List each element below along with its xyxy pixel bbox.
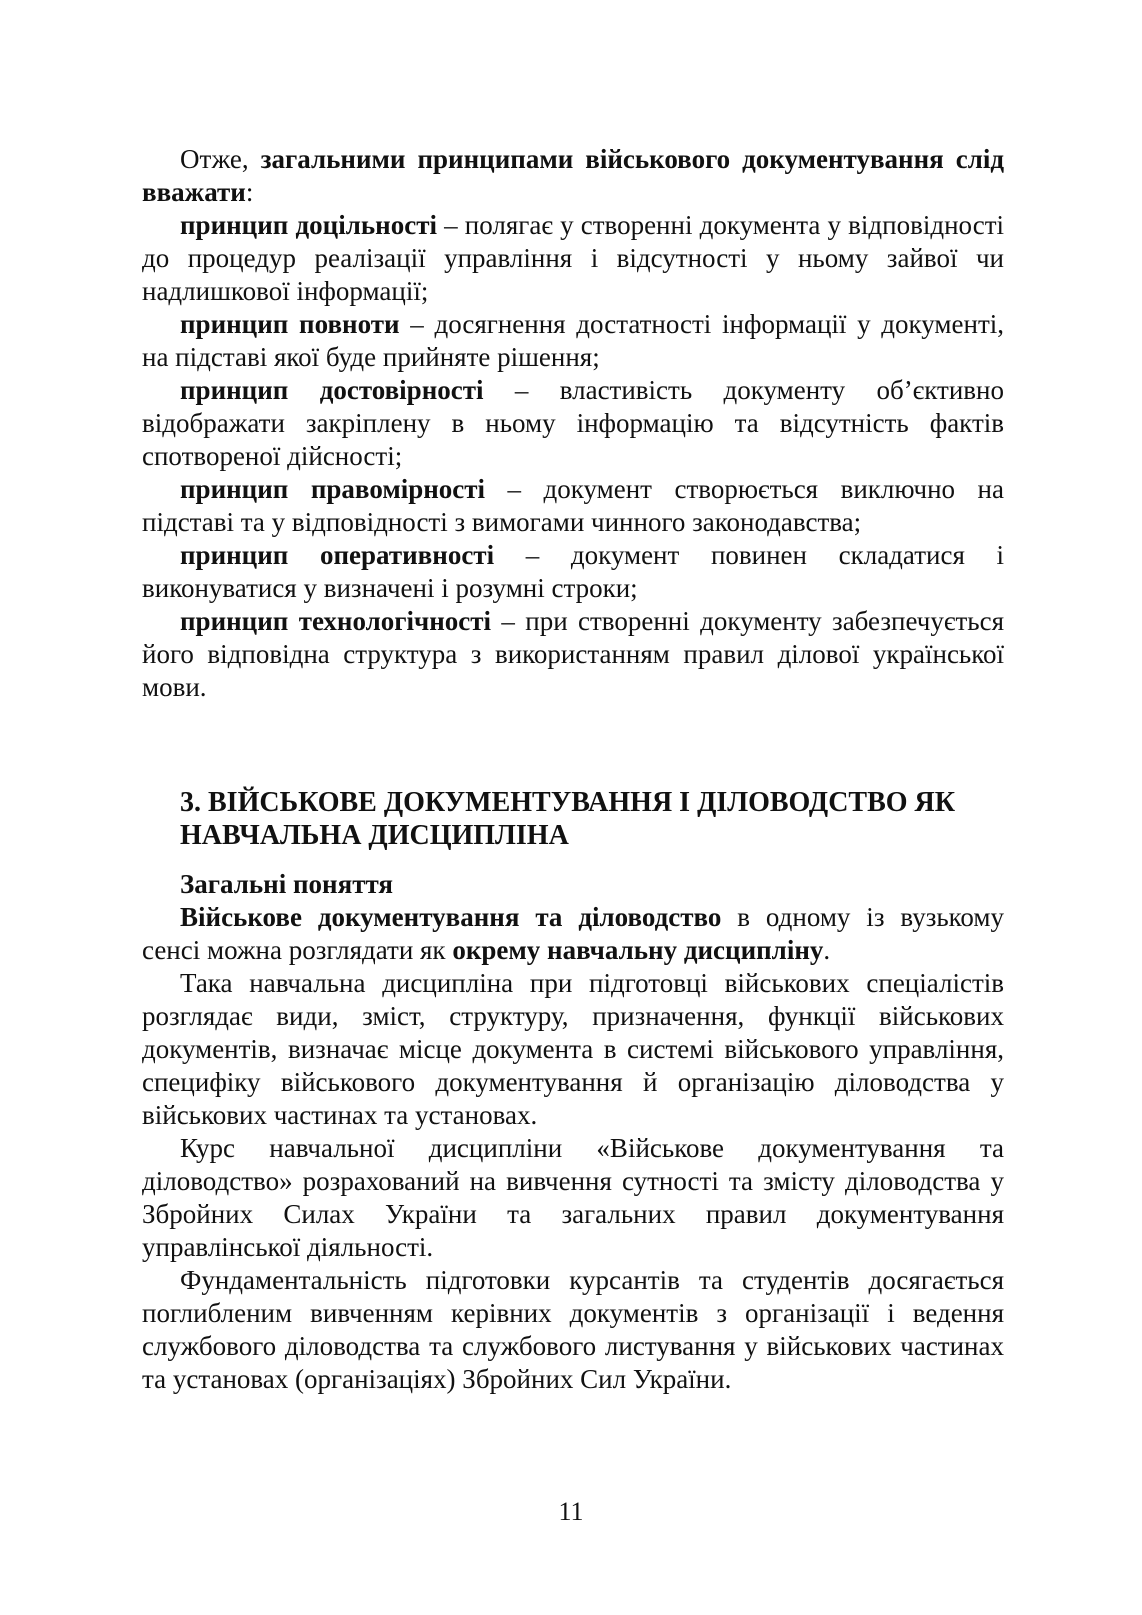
intro-prefix: Отже, xyxy=(180,144,249,174)
paragraph-text: . xyxy=(823,935,831,965)
section-heading: 3. ВІЙСЬКОВЕ ДОКУМЕНТУВАННЯ І ДІЛОВОДСТВО ЯК НАВЧАЛЬНА ДИСЦИПЛІНА xyxy=(180,787,956,851)
principle-term: принцип повноти xyxy=(180,309,400,339)
principle-item xyxy=(142,374,1004,473)
principle-term: принцип оперативності xyxy=(180,540,495,570)
paragraph-text: в одному із вузькому сенсі можна розглядати як xyxy=(142,902,1004,965)
principles-intro xyxy=(142,143,1004,209)
intro-bold: загальними принципами військового документування слід вважати xyxy=(142,144,1005,207)
principle-text: – полягає у створенні документа у відповідності до процедур реалізації управління і відсутності у ньому зайвої чи надлишкової інформації; xyxy=(142,210,1004,306)
page-number: 11 xyxy=(558,1497,584,1526)
principle-item xyxy=(142,605,1004,704)
paragraph-bold-term: Військове документування та діловодство xyxy=(180,902,722,932)
principle-text: – документ створюється виключно на підставі та у відповідності з вимогами чинного законодавства; xyxy=(142,474,1004,537)
principle-item xyxy=(142,539,1004,605)
principle-item xyxy=(142,473,1004,539)
principle-term: принцип достовірності xyxy=(180,375,484,405)
section-paragraph-2: Така навчальна дисципліна при підготовці військових спеціалістів розглядає види, зміст, структуру, призначення, функції військових документів, визначає місце документа в системі військового управління, специфіку військового документування й організацію діловодства у військових частинах та установах. xyxy=(142,968,1004,1130)
principle-item xyxy=(142,209,1004,308)
principle-term: принцип доцільності xyxy=(180,210,437,240)
paragraph-bold-term: окрему навчальну дисципліну xyxy=(452,935,824,965)
section-subheading: Загальні поняття xyxy=(180,869,393,899)
section-paragraph-1 xyxy=(142,901,1004,967)
principle-text: – досягнення достатності інформації у документі, на підставі якої буде прийняте рішення; xyxy=(142,309,1004,372)
principle-term: принцип технологічності xyxy=(180,606,492,636)
section-body xyxy=(142,868,1004,1396)
principle-term: принцип правомірності xyxy=(180,474,486,504)
principle-text: – документ повинен складатися і виконуватися у визначені і розумні строки; xyxy=(142,540,1005,603)
principle-text: – властивість документу об’єктивно відображати закріплену в ньому інформацію та відсутність фактів спотвореної дійсності; xyxy=(142,375,1004,471)
section-paragraph-3: Курс навчальної дисципліни «Військове документування та діловодство» розрахований на вивчення сутності та змісту діловодства у Збройних Силах України та загальних правил документування управлінської діяльності. xyxy=(142,1133,1004,1262)
principles-block xyxy=(142,143,1004,704)
principle-text: – при створенні документу забезпечується його відповідна структура з використанням правил ділової української мови. xyxy=(142,606,1004,702)
principle-item xyxy=(142,308,1004,374)
section-paragraph-4: Фундаментальність підготовки курсантів та студентів досягається поглибленим вивченням керівних документів з організації і ведення службового діловодства та службового листування у військових частинах та установах (організаціях) Збройних Сил України. xyxy=(142,1265,1004,1394)
intro-suffix: : xyxy=(245,177,254,207)
